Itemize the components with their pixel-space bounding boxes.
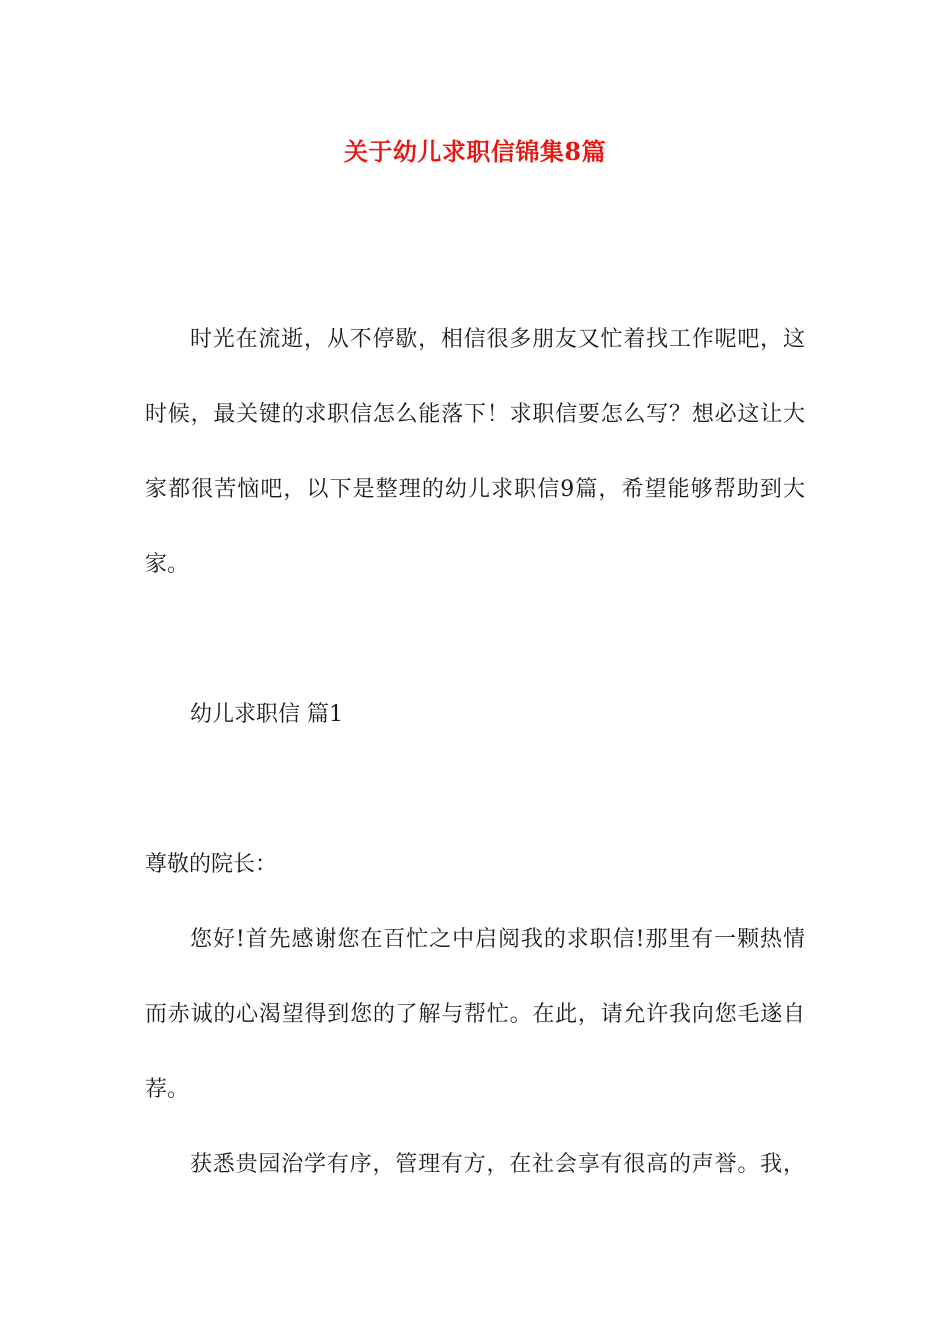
salutation: 尊敬的院长： (145, 852, 278, 877)
para2-line-1: 获悉贵园治学有序，管理有方，在社会享有很高的声誉。我， (190, 1152, 805, 1177)
intro-line-3: 家都很苦恼吧，以下是整理的幼儿求职信9篇，希望能够帮助到大 (145, 477, 805, 502)
intro-line-1: 时光在流逝，从不停歇，相信很多朋友又忙着找工作呢吧，这 (190, 327, 805, 352)
section-heading: 幼儿求职信 篇1 (190, 702, 343, 727)
intro-line-2: 时候，最关键的求职信怎么能落下！求职信要怎么写？想必这让大 (145, 402, 805, 427)
para1-line-2: 而赤诚的心渴望得到您的了解与帮忙。在此，请允许我向您毛遂自 (145, 1002, 805, 1027)
para1-line-3: 荐。 (145, 1077, 190, 1102)
para1-line-1: 您好!首先感谢您在百忙之中启阅我的求职信!那里有一颗热情 (190, 927, 805, 952)
intro-line-4: 家。 (145, 552, 190, 577)
document-title: 关于幼儿求职信锦集8篇 (343, 137, 607, 166)
